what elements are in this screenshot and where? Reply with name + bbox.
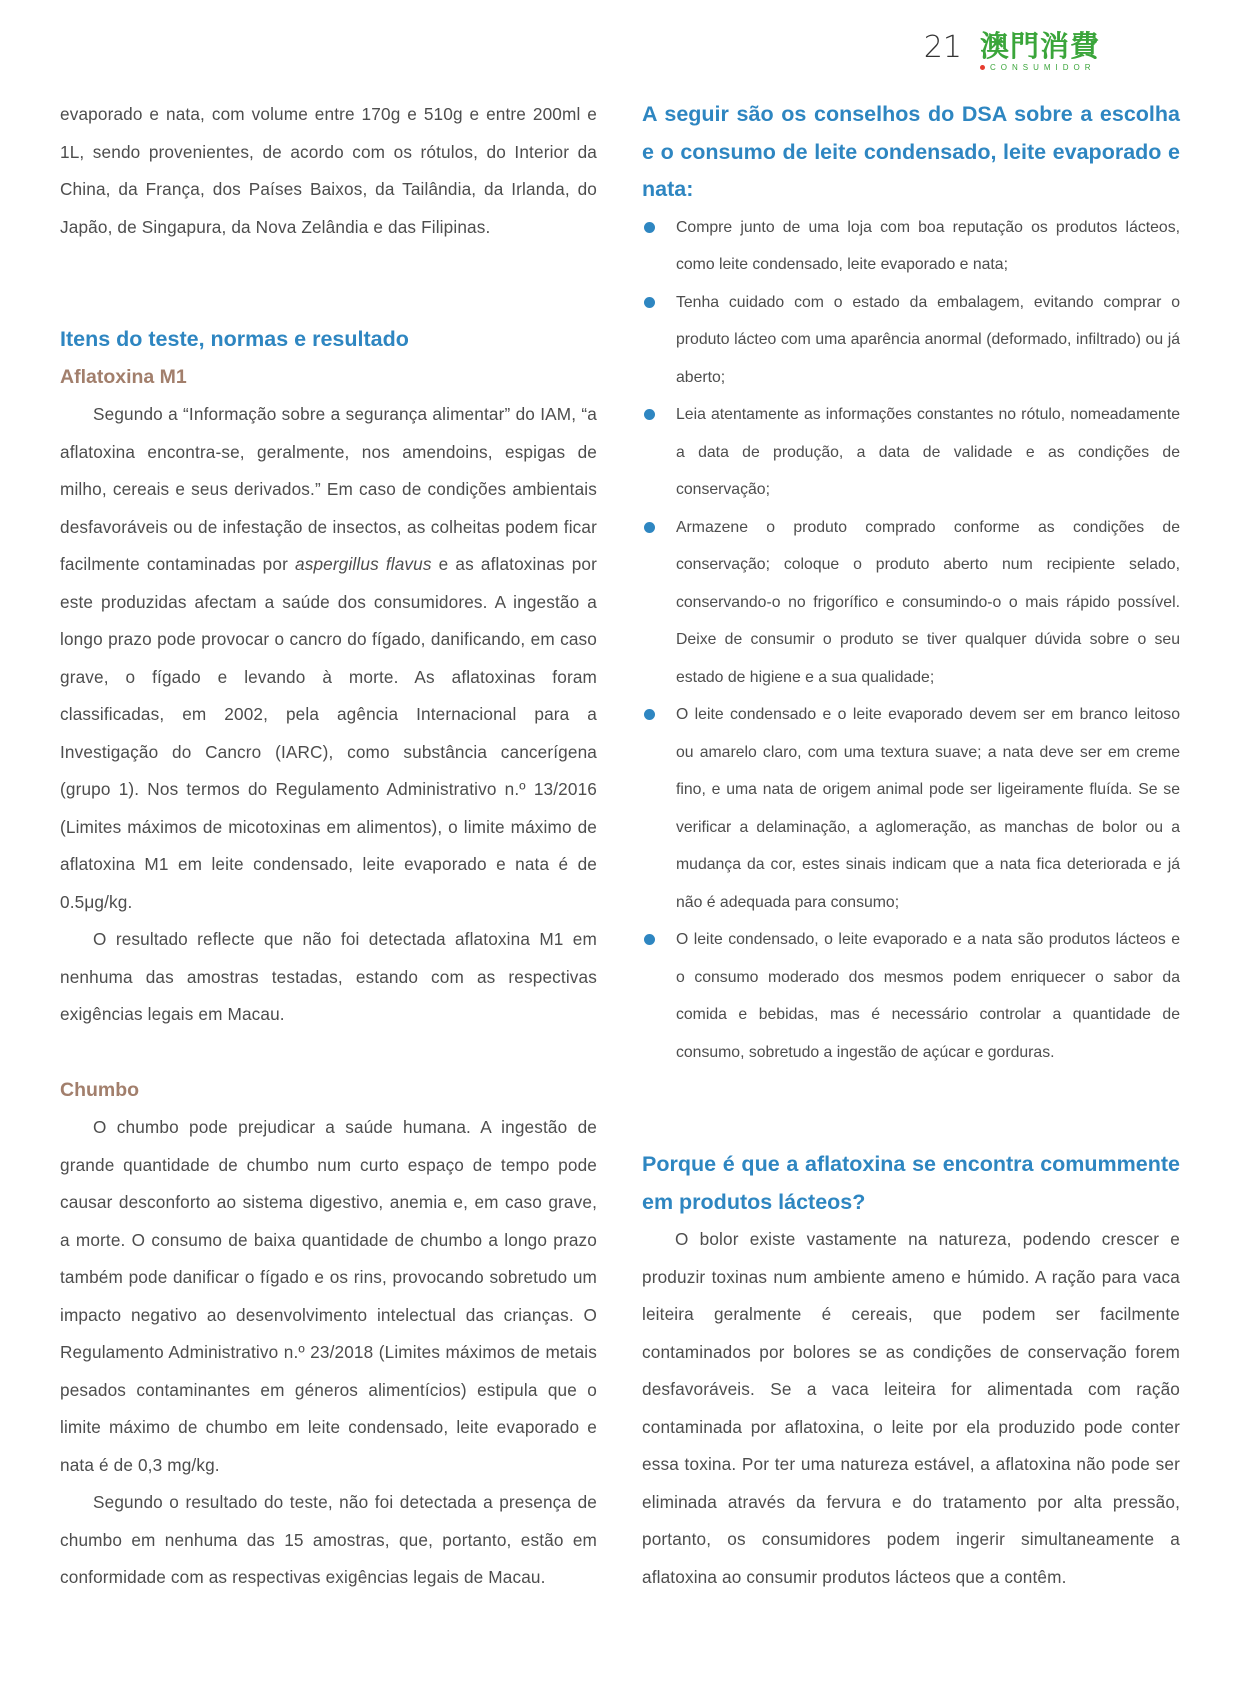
species-name: aspergillus flavus <box>295 554 432 574</box>
page-header <box>924 30 1100 72</box>
lead-paragraph-2: Segundo o resultado do teste, não foi detectada a presença de chumbo em nenhuma das 15 amostras, que, portanto, estão em conformidade com as respectivas exigências legais de Macau. <box>60 1492 597 1587</box>
subsection-title-aflatoxin: Aflatoxina M1 <box>60 365 187 388</box>
question-title: Porque é que a aflatoxina se encontra comummente em produtos lácteos? <box>642 1152 1180 1214</box>
list-item: Tenha cuidado com o estado da embalagem, evitando comprar o produto lácteo com uma aparência anormal (deformado, infiltrado) ou já aberto; <box>642 284 1180 397</box>
bullet-icon <box>644 522 655 533</box>
logo-dot-icon <box>980 65 985 70</box>
logo-subtitle <box>980 63 1096 72</box>
bullet-icon <box>644 934 655 945</box>
advice-title: A seguir são os conselhos do DSA sobre a escolha e o consumo de leite condensado, leite evaporado e nata: <box>642 102 1180 201</box>
list-item: O leite condensado e o leite evaporado devem ser em branco leitoso ou amarelo claro, com uma textura suave; a nata deve ser em creme fino, e uma nata de origem animal pode ser ligeiramente fluída. Se se verificar a delaminação, a aglomeração, as manchas de bolor ou a mudança da cor, estes sinais indicam que a nata fica deteriorada e já não é adequada para consumo; <box>642 696 1180 921</box>
aflatoxin-paragraph-1: Segundo a “Informação sobre a segurança alimentar” do IAM, “a aflatoxina encontra-se, geralmente, nos amendoins, espigas de milho, cereais e seus derivados.” Em caso de condições ambientais desfavoráveis ou de infestação de insectos, as colheitas podem ficar facilmente contaminadas por aspergillus flavus e as aflatoxinas por este produzidas afectam a saúde dos consumidores. A ingestão a longo prazo pode provocar o cancro do fígado, danificando, em caso grave, o fígado e levando à morte. As aflatoxinas foram classificadas, em 2002, pela agência Internacional para a Investigação do Cancro (IARC), como substância cancerígena (grupo 1). Nos termos do Regulamento Administrativo n.º 13/2016 (Limites máximos de micotoxinas em alimentos), o limite máximo de aflatoxina M1 em leite condensado, leite evaporado e nata é de 0.5μg/kg. <box>60 404 597 912</box>
bullet-icon <box>644 297 655 308</box>
list-item: O leite condensado, o leite evaporado e a nata são produtos lácteos e o consumo moderado dos mesmos podem enriquecer o sabor da comida e bebidas, mas é necessário controlar a quantidade de consumo, sobretudo a ingestão de açúcar e gorduras. <box>642 921 1180 1071</box>
magazine-logo <box>980 30 1100 72</box>
list-item: Leia atentamente as informações constantes no rótulo, nomeadamente a data de produção, a data de validade e as condições de conservação; <box>642 396 1180 509</box>
list-item: Compre junto de uma loja com boa reputação os produtos lácteos, como leite condensado, leite evaporado e nata; <box>642 209 1180 284</box>
logo-subtitle-text: CONSUMIDOR <box>989 63 1096 72</box>
section-title-test-items: Itens do teste, normas e resultado <box>60 327 409 351</box>
list-item: Armazene o produto comprado conforme as condições de conservação; coloque o produto aberto num recipiente selado, conservando-o no frigorífico e consumindo-o o mais rápido possível. Deixe de consumir o produto se tiver qualquer dúvida sobre o seu estado de higiene e a sua qualidade; <box>642 509 1180 697</box>
lead-paragraph-1: O chumbo pode prejudicar a saúde humana. A ingestão de grande quantidade de chumbo num curto espaço de tempo pode causar desconforto ao sistema digestivo, anemia e, em caso grave, a morte. O consumo de baixa quantidade de chumbo a longo prazo também pode danificar o fígado e os rins, provocando sobretudo um impacto negativo ao desenvolvimento intelectual das crianças. O Regulamento Administrativo n.º 23/2018 (Limites máximos de metais pesados contaminantes em géneros alimentícios) estipula que o limite máximo de chumbo em leite condensado, leite evaporado e nata é de 0,3 mg/kg. <box>60 1117 597 1475</box>
aflatoxin-paragraph-2: O resultado reflecte que não foi detectada aflatoxina M1 em nenhuma das amostras testadas, estando com as respectivas exigências legais em Macau. <box>60 929 597 1024</box>
intro-paragraph: evaporado e nata, com volume entre 170g e 510g e entre 200ml e 1L, sendo provenientes, de acordo com os rótulos, do Interior da China, da França, dos Países Baixos, da Tailândia, da Irlanda, do Japão, de Singapura, da Nova Zelândia e das Filipinas. <box>60 104 597 237</box>
right-column <box>642 96 1180 1596</box>
page-number: 21 <box>923 30 962 65</box>
bullet-icon <box>644 222 655 233</box>
question-paragraph: O bolor existe vastamente na natureza, podendo crescer e produzir toxinas num ambiente ameno e húmido. A ração para vaca leiteira geralmente é cereais, que podem ser facilmente contaminados por bolores se as condições de conservação forem desfavoráveis. Se a vaca leiteira for alimentada com ração contaminada por aflatoxina, o leite por ela produzido pode conter essa toxina. Por ter uma natureza estável, a aflatoxina não pode ser eliminada através da fervura e do tratamento por alta pressão, portanto, os consumidores podem ingerir simultaneamente a aflatoxina ao consumir produtos lácteos que a contêm. <box>642 1229 1180 1587</box>
subsection-title-lead: Chumbo <box>60 1078 140 1101</box>
left-column <box>60 96 597 1597</box>
bullet-icon <box>644 409 655 420</box>
advice-list <box>642 209 1180 1072</box>
bullet-icon <box>644 709 655 720</box>
logo-chinese-title: 澳門消費 <box>979 29 1100 63</box>
